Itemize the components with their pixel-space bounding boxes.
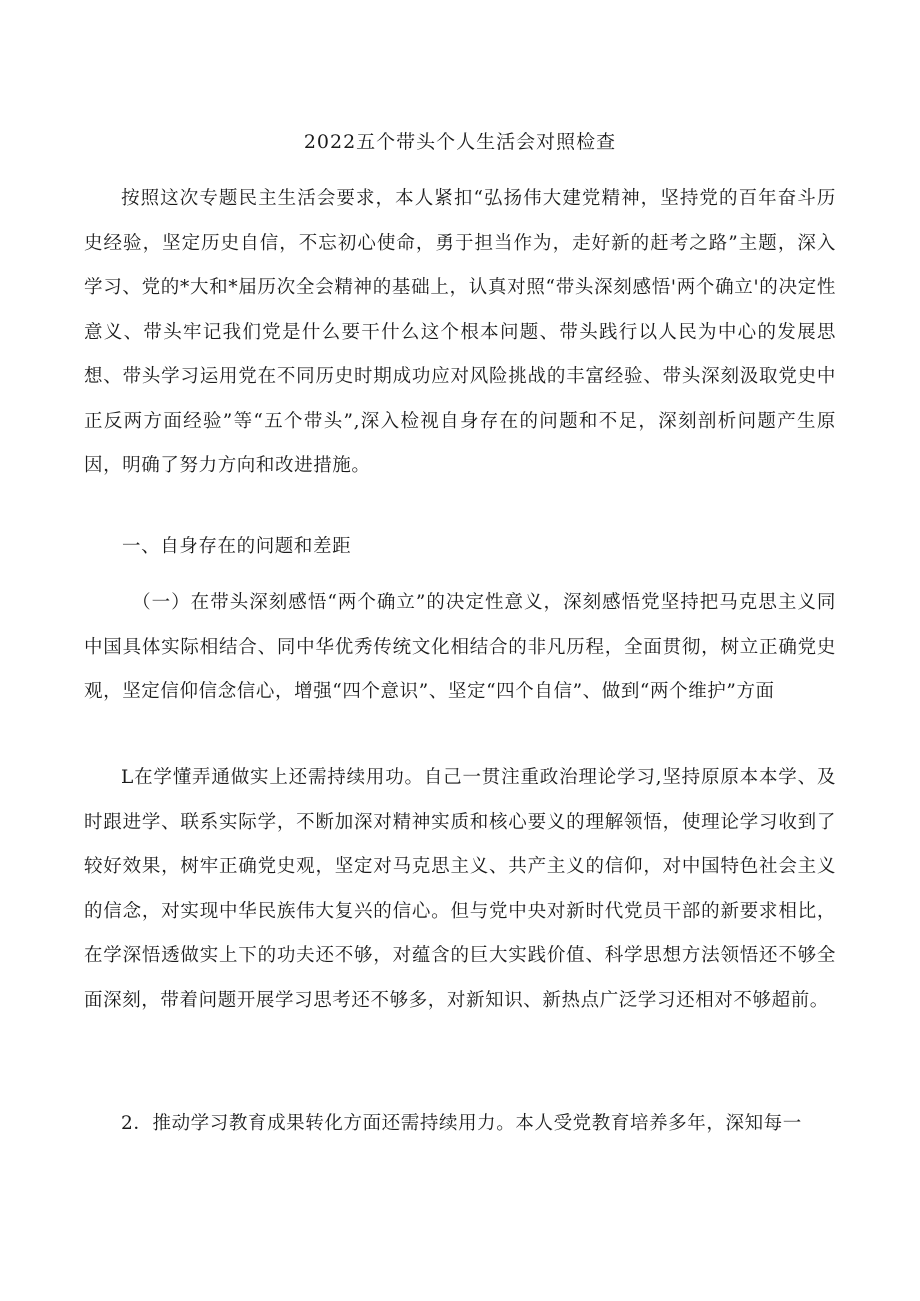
- subsection-paragraph: （一）在带头深刻感悟“两个确立”的决定性意义，深刻感悟党坚持把马克思主义同中国具体实际相结合、同中华优秀传统文化相结合的非凡历程，全面贯彻，树立正确党史观，坚定信仰信念信心，增强“四个意识”、坚定“四个自信”、做到“两个维护”方面: [84, 592, 836, 702]
- item-2-paragraph: 2．推动学习教育成果转化方面还需持续用力。本人受党教育培养多年，深知每一: [121, 1113, 802, 1134]
- item-1-paragraph: L在学懂弄通做实上还需持续用功。自己一贯注重政治理论学习,坚持原原本本学、及时跟进学、联系实际学，不断加深对精神实质和核心要义的理解领悟，使理论学习收到了较好效果，树牢正确党史观，坚定对马克思主义、共产主义的信仰，对中国特色社会主义的信念，对实现中华民族伟大复兴的信心。但与党中央对新时代党员干部的新要求相比，在学深悟透做实上下的功夫还不够，对蕴含的巨大实践价值、科学思想方法领悟还不够全面深刻，带着问题开展学习思考还不够多，对新知识、新热点广泛学习还相对不够超前。: [84, 767, 836, 1011]
- intro-paragraph: 按照这次专题民主生活会要求，本人紧扣“弘扬伟大建党精神，坚持党的百年奋斗历史经验，坚定历史自信，不忘初心使命，勇于担当作为，走好新的赶考之路”主题，深入学习、党的*大和*届历次全会精神的基础上，认真对照“带头深刻感悟'两个确立'的决定性意义、带头牢记我们党是什么要干什么这个根本问题、带头践行以人民为中心的发展思想、带头学习运用党在不同历史时期成功应对风险挑战的丰富经验、带头深刻汲取党史中正反两方面经验”等“五个带头”,深入检视自身存在的问题和不足，深刻剖析问题产生原因，明确了努力方向和改进措施。: [84, 188, 836, 476]
- section-heading: 一、自身存在的问题和差距: [122, 536, 352, 557]
- document-title: 2022五个带头个人生活会对照检查: [303, 131, 617, 153]
